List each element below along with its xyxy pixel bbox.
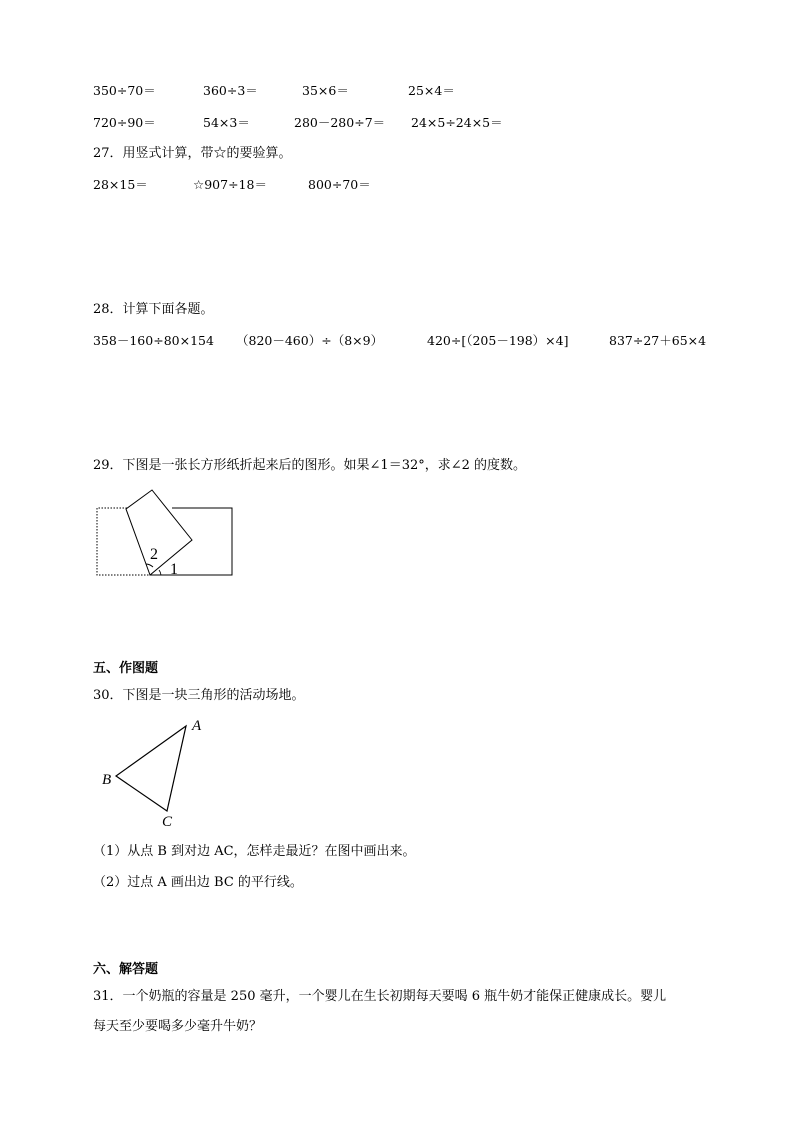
vertex-b-label: B — [102, 772, 112, 788]
folded-paper-figure — [90, 484, 240, 580]
question-30-part-2: （2）过点 A 画出边 BC 的平行线。 — [93, 875, 303, 890]
calc-item: （820－460）÷（8×9） — [236, 333, 384, 348]
calc-item: 720÷90＝ — [93, 115, 156, 130]
section-5-heading: 五、作图题 — [93, 661, 159, 676]
calc-item: 280－280÷7＝ — [294, 115, 386, 130]
angle-2-label: 2 — [150, 546, 158, 563]
question-31-line-2: 每天至少要喝多少毫升牛奶？ — [93, 1019, 263, 1034]
calc-item: 28×15＝ — [93, 177, 148, 192]
calc-item: 360÷3＝ — [203, 83, 258, 98]
calc-item: 837÷27＋65×4 — [609, 333, 707, 348]
calc-item: 800÷70＝ — [308, 177, 371, 192]
question-28-title: 28．计算下面各题。 — [93, 302, 214, 317]
section-6-heading: 六、解答题 — [93, 962, 159, 977]
calc-item: 54×3＝ — [203, 115, 250, 130]
angle-1-label: 1 — [170, 561, 178, 578]
question-29-title: 29．下图是一张长方形纸折起来后的图形。如果∠1＝32°，求∠2 的度数。 — [93, 458, 527, 473]
calc-item: 35×6＝ — [302, 83, 349, 98]
calc-item: 358－160÷80×154 — [93, 333, 214, 348]
vertex-c-label: C — [162, 814, 173, 830]
calc-item: ☆907÷18＝ — [193, 177, 267, 192]
triangle-figure — [98, 712, 210, 830]
vertex-a-label: A — [192, 718, 202, 734]
question-31-line-1: 31．一个奶瓶的容量是 250 毫升，一个婴儿在生长初期每天要喝 6 瓶牛奶才能保正健康成长。婴儿 — [93, 989, 667, 1004]
question-30-title: 30．下图是一块三角形的活动场地。 — [93, 688, 305, 703]
question-27-title: 27．用竖式计算，带☆的要验算。 — [93, 146, 292, 161]
question-30-part-1: （1）从点 B 到对边 AC，怎样走最近？在图中画出来。 — [93, 844, 416, 859]
calc-item: 25×4＝ — [408, 83, 455, 98]
calc-item: 24×5÷24×5＝ — [411, 115, 503, 130]
calc-item: 350÷70＝ — [93, 83, 156, 98]
calc-item: 420÷[（205－198）×4] — [427, 333, 569, 348]
